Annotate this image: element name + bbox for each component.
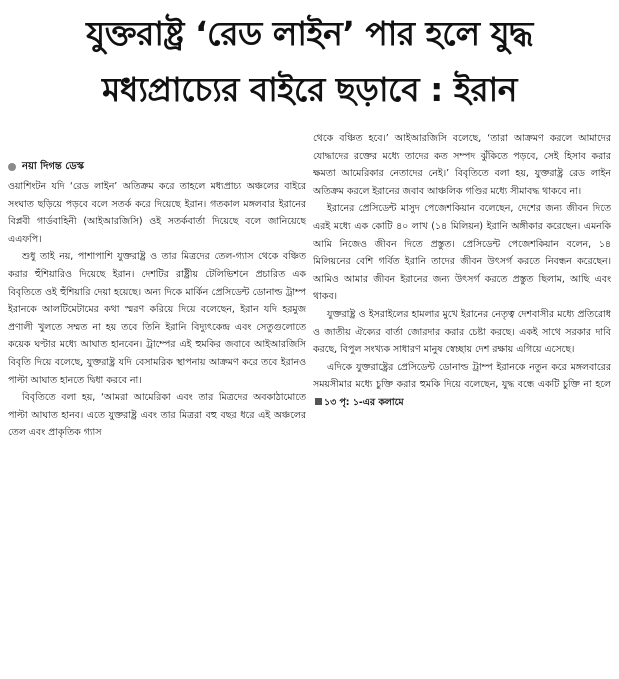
column-left: [8, 130, 306, 676]
paragraph: থেকে বঞ্চিত হবে।’ আইআরজিসি বলেছে, ‘তারা আক্রমণ করলে আমাদের যোদ্ধাদের রক্তের মধ্যে তাদের কত সম্পদ ঝুঁকিতে পড়বে, সেই হিসাব করার ক্ষমতা আমেরিকার নেতাদের নেই।’ বিবৃতিতে বলা হয়, যুক্তরাষ্ট্র রেড লাইন অতিক্রম করলে ইরানের জবাব আঞ্চলিক গণ্ডির মধ্যে সীমাবদ্ধ থাকবে না।: [313, 133, 611, 197]
continued-marker: [313, 397, 404, 408]
paragraph-last: [313, 359, 611, 412]
column-right: [313, 130, 611, 676]
headline-line-2: মধ্যপ্রাচ্যের বাইরে ছড়াবে : ইরান: [102, 70, 517, 109]
paragraph: যুক্তরাষ্ট্র ও ইসরাইলের হামলার মুখে ইরানের নেতৃত্ব দেশবাসীর মধ্যে প্রতিরোধ ও জাতীয় ঐক্যের বার্তা জোরদার করার চেষ্টা করছে। একই সাথে সরকার দাবি করছে, বিপুল সংখ্যক সাধারণ মানুষ স্বেচ্ছায় দেশ রক্ষায় এগিয়ে এসেছে।: [313, 308, 611, 356]
byline: [8, 158, 306, 176]
paragraph: শুধু তাই নয়, পাশাপাশি যুক্তরাষ্ট্র ও তার মিত্রদের তেল-গ্যাস থেকে বঞ্চিত করার হুঁশিয়ারিও দিয়েছে ইরান। দেশটির রাষ্ট্রীয় টেলিভিশনে প্রচারিত এক বিবৃতিতে ওই হুঁশিয়ারি দেয়া হয়েছে। অন্য দিকে মার্কিন প্রেসিডেন্ট ডোনাল্ড ট্রাম্প ইরানকে আলটিমেটামের কথা স্মরণ করিয়ে দিয়ে বলেছেন, ইরান যদি হরমুজ প্রণালী খুলতে সম্মত না হয় তবে তিনি ইরানি বিদ্যুৎকেন্দ্র এবং সেতুগুলোতে কয়েক ঘণ্টার মধ্যে আঘাত হানবেন। ট্রাম্পের এই হুমকির জবাবে আইআরজিসি বিবৃতি দিয়ে বলেছে, যুক্তরাষ্ট্র যদি বেসামরিক স্থাপনায় আক্রমণ করে তবে ইরানও পাল্টা আঘাত হানতে দ্বিধা করবে না।: [8, 251, 306, 386]
paragraph: বিবৃতিতে বলা হয়, ‘আমরা আমেরিকা এবং তার মিত্রদের অবকাঠামোতে পাল্টা আঘাত হানব। এতে যুক্তরাষ্ট্র এবং তার মিত্ররা বহু বছর ধরে এই অঞ্চলের তেল এবং প্রাকৃতিক গ্যাস: [8, 392, 306, 439]
headline: [8, 6, 611, 118]
article-body: [8, 130, 611, 676]
headline-line-1: যুক্তরাষ্ট্র ‘রেড লাইন’ পার হলে যুদ্ধ: [86, 14, 533, 53]
bullet-icon: [8, 163, 16, 171]
continued-text: ১৩ পৃ: ১-এর কলামে: [324, 396, 404, 408]
byline-text: নয়া দিগন্ত ডেস্ক: [22, 161, 84, 172]
square-icon: [315, 398, 322, 405]
paragraph-last-text: এদিকে যুক্তরাষ্ট্রের প্রেসিডেন্ট ডোনাল্ড ট্রাম্প ইরানকে নতুন করে মঙ্গলবারের সময়সীমার মধ্যে চুক্তি করার হুমকি দিয়ে বলেছেন, যুদ্ধ বন্ধে একটি চুক্তি না হলে: [313, 361, 611, 391]
paragraph: ইরানের প্রেসিডেন্ট মাসুদ পেজেশকিয়ান বলেছেন, দেশের জন্য জীবন দিতে এরই মধ্যে এক কোটি ৪০ লাখ (১৪ মিলিয়ন) ইরানি অঙ্গীকার করেছেন। এমনকি আমি নিজেও জীবন দিতে প্রস্তুত। প্রেসিডেন্ট পেজেশকিয়ান বলেন, ১৪ মিলিয়নের বেশি গর্বিত ইরানি তাদের জীবন উৎসর্গ করতে নিবন্ধন করেছেন। আমিও আমার জীবন ইরানের জন্য উৎসর্গ করতে প্রস্তুত ছিলাম, আছি এবং থাকব।: [313, 203, 611, 303]
paragraph: ওয়াশিংটন যদি ‘রেড লাইন’ অতিক্রম করে তাহলে মধ্যপ্রাচ্য অঞ্চলের বাইরে সংঘাত ছড়িয়ে পড়বে বলে সতর্ক করে দিয়েছে ইরান। গতকাল মঙ্গলবার ইরানের বিপ্লবী গার্ডবাহিনী (আইআরজিসি) ওই সতর্কবার্তা দিয়েছে বলে জানিয়েছে এএফপি।: [8, 181, 306, 245]
